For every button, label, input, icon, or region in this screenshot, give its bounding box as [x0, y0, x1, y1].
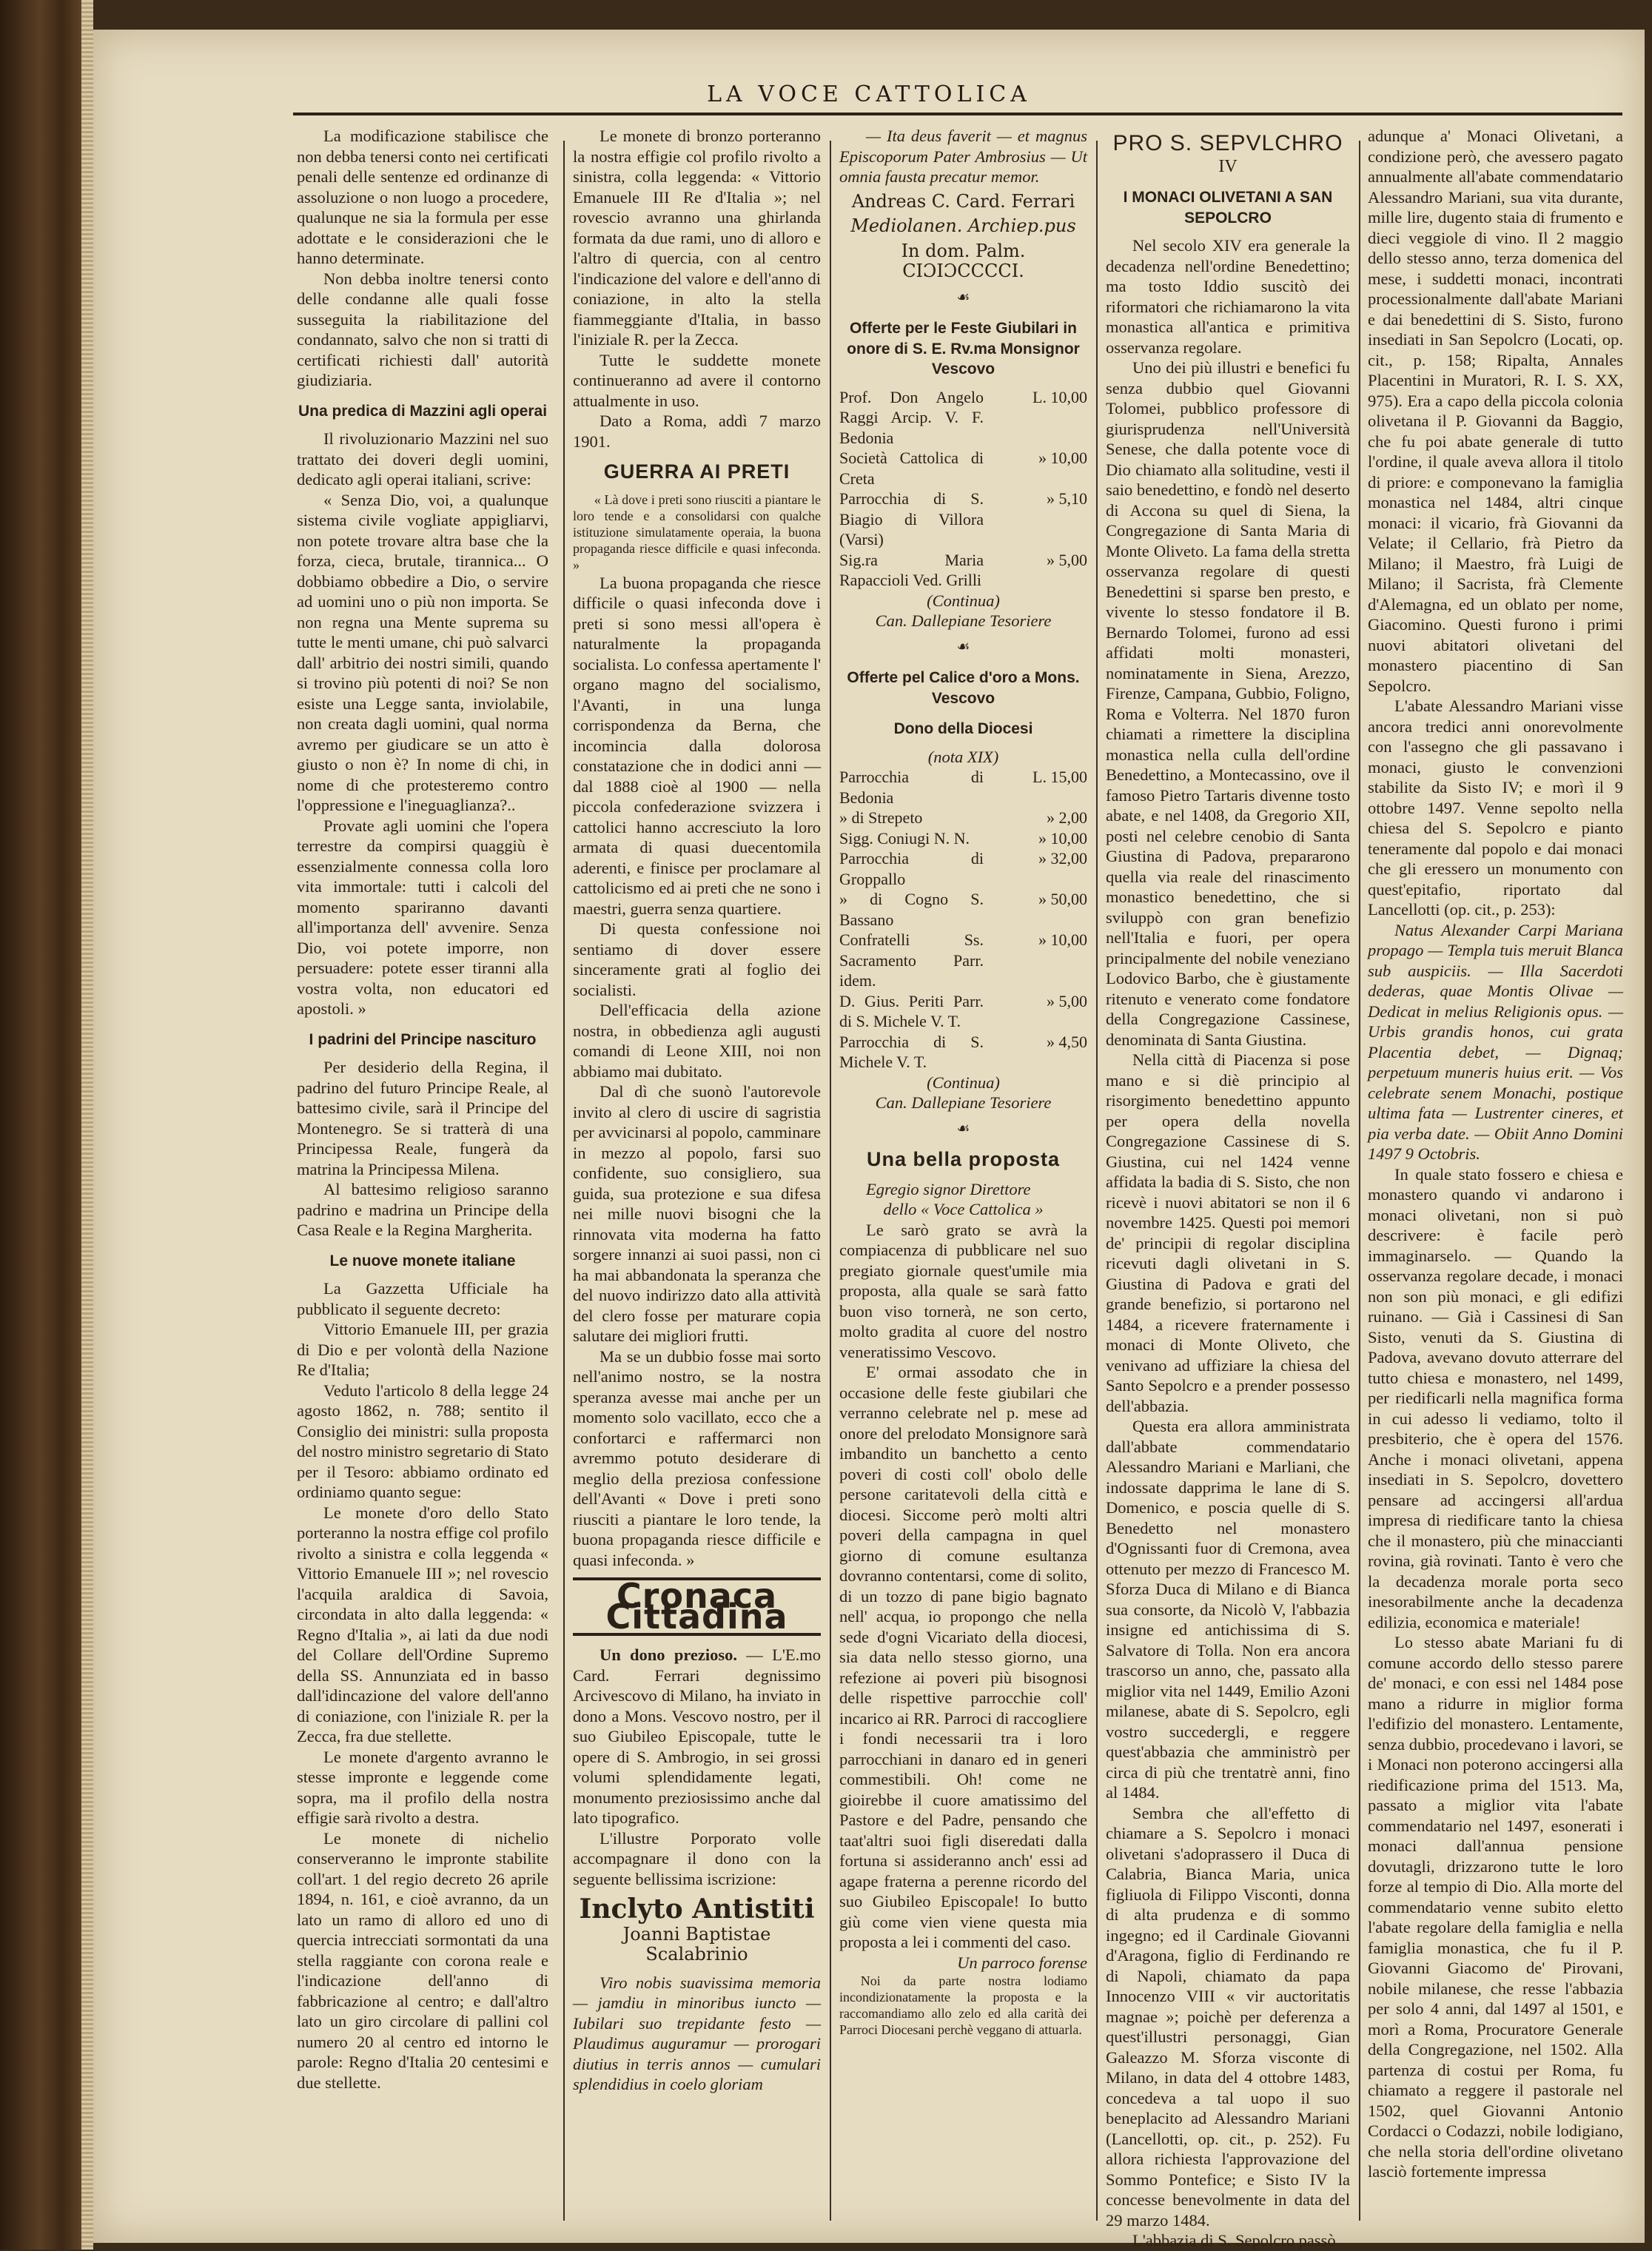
- inscription-text: Viro nobis suavissima memoria — jamdiu in minoribus iuncto — Iubilari suo trepidante festo — Plaudimus auguramur — prorogari diutius in terris annos — cumulari splendidius in coelo gloriam: [573, 1973, 821, 2093]
- paragraph: La modificazione stabilisce che non debba tenersi conto nei certificati penali delle sentenze ed ordinanze di assoluzione o non luogo a procedere, qualunque ne sia la formula per esse adottate e le considerazioni che le hanno determinate.: [297, 127, 548, 267]
- heading-guerra: GUERRA AI PRETI: [603, 460, 790, 483]
- heading-padrini: I padrini del Principe nascituro: [309, 1030, 537, 1048]
- signature: Andreas C. Card. Ferrari: [851, 190, 1075, 212]
- book-spine: [0, 0, 89, 2250]
- masthead: LA VOCE CATTOLICA: [707, 81, 1031, 107]
- paragraph: Per desiderio della Regina, il padrino del futuro Principe Reale, al battesimo civile, sarà il Principe del Montenegro. Se si tratterà di una Principessa Reale, fungerà da matrina la Principessa Milena.: [297, 1058, 548, 1178]
- section-number: IV: [1218, 156, 1238, 176]
- subscription-table: [839, 387, 1087, 591]
- page-edges: [81, 0, 93, 2250]
- table-row: Confratelli Ss. Sacramento Parr. idem. » 10,00: [839, 930, 1087, 990]
- paragraph: Il rivoluzionario Mazzini nel suo trattato dei doveri degli uomini, dedicato agli operai italiani, scrive:: [297, 429, 548, 489]
- paragraph: La buona propaganda che riesce difficile o quasi infeconda dove i preti si sono messi all'opera è naturalmente la propaganda socialista. Lo confessa apertamente l' organo magno del socialismo, l'Avanti, in una lunga corrispondenza da Berna, che incomincia dalla dolorosa constatazione che in dodici anni — dal 1888 cioè al 1900 — nella piccola confederazione svizzera i cattolici hanno accresciuto la loro armata di quasi duecentomila aderenti, e finisce per proclamare al cattolicismo ed ai preti che ne sono i maestri, guerra senza quartiere.: [573, 573, 821, 918]
- table-row: D. Gius. Periti Parr. di S. Michele V. T. » 5,00: [839, 991, 1087, 1030]
- column-4: [1106, 126, 1350, 2250]
- heading-monaci-olivetani: I MONACI OLIVETANI A SAN SEPOLCRO: [1123, 189, 1333, 227]
- paragraph: Dal dì che suonò l'autorevole invito al clero di uscire di sagristia per avvicinarsi al popolo, camminare in mezzo al popolo, farsi suo confidente, suo consigliero, sua guida, sua protezione e sua difesa nei mille nuovi bisogni che la rinnovata vita moderna ha fatto sorgere innanzi ai suoi passi, non ci ha mai abbandonata la speranza che del nuovo indirizzo dato alla attività del clero fosse per maturare copia salutare dei migliori frutti.: [573, 1082, 821, 1345]
- paragraph: Provate agli uomini che l'opera terrestre da compirsi quaggiù è essenzialmente connessa colla loro vita immortale: tutti i calcoli del momento spariranno davanti all'importanza dell' avvenire. Senza Dio, voi potete imporre, non persuadere: potete esser tiranni alla vostra volta, non educatori ed apostoli. »: [297, 816, 548, 1018]
- quote: « Senza Dio, voi, a qualunque sistema civile vogliate appigliarvi, non potete trovare altra base che la forza, cieca, brutale, tirannica... O dobbiamo obbedire a Dio, o servire ad uomini uno o più non importa. Se non regna una Mente suprema su tutte le menti umane, chi può salvarci dall' arbitrio dei nostri simili, quando si trovino più potenti di noi? Se non esiste una Legge santa, inviolabile, non creata dagli uomini, qual norma avremo per giudicare se un atto è giusto o non è? In nome di chi, in nome di che protesteremo contro l'oppressione e l'ineguaglianza?..: [297, 490, 548, 814]
- table-row: » di Strepeto » 2,00: [839, 808, 1087, 827]
- treasurer: Can. Dallepiane Tesoriere: [875, 1093, 1052, 1112]
- paragraph: Ma se un dubbio fosse mai sorto nell'animo nostro, se la nostra speranza avesse mai anche per un momento solo vacillato, ecco che a confortarci e raffermarci non avremmo potuto desiderare di meglio della preziosa confessione dell'Avanti « Dove i preti sono riusciti a piantare le loro tende, la buona propaganda riesce difficile e quasi infeconda. »: [573, 1346, 821, 1569]
- heading-offerte-calice: Offerte pel Calice d'oro a Mons. Vescovo: [847, 669, 1080, 707]
- paragraph: Dell'efficacia della azione nostra, in obbedienza agli augusti comandi di Leone XIII, noi non abbiamo mai dubitato.: [573, 1001, 821, 1081]
- ornament-icon: ☙: [956, 289, 970, 306]
- signature: In dom. Palm. CIƆIƆCCCCI.: [901, 240, 1026, 281]
- ornament-icon: ☙: [956, 638, 970, 655]
- column-rule: [1096, 141, 1098, 2221]
- table-row: Parrocchia di Groppallo » 32,00: [839, 849, 1087, 888]
- top-rule: [293, 113, 1622, 115]
- paragraph: Le monete d'oro dello Stato porteranno la nostra effige col profilo rivolto a sinistra e colla leggenda « Vittorio Emanuele III »; nel rovescio l'acquila araldica di Savoia, circondata in alto dalla leggenda: « Regno d'Italia », ai lati da due nodi del Collare dell'Ordine Supremo della SS. Annunziata ed in basso dall'idincazione del valore dell'anno di coniazione, con l'iniziale R. per la Zecca, fra due stellette.: [297, 1503, 548, 1745]
- table-row: Parrocchia di S. Michele V. T. » 4,50: [839, 1032, 1087, 1071]
- subscription-table: [839, 767, 1087, 1073]
- paragraph: In quale stato fossero e chiesa e monastero quando vi andarono i monaci olivetani, non si può descrivere: è facile però immaginarselo. — Quando la osservanza regolare decade, i monaci non son più monaci, e gli edifizi ruinano. — Già i Cassinesi di San Sisto, venuti da S. Giustina di Padova, avevano dovuto atterrare del tutto chiesa e monastero, nel 1499, per riedificarli nella magnifica forma in cui adesso li vediamo, tolto il presbiterio, che è opera del 1576. Anche i monaci olivetani, appena insediati in S. Sepolcro, dovettero pensare ad accingersi all'ardua impresa di riedificare tanto la chiesa che il monastero, più che minaccianti rovina, già rovinati. Tanto è vero che la decadenza morale porta seco inesorabilmente anche la decadenza edilizia, economica e materiale!: [1368, 1164, 1623, 1631]
- lead-label: Un dono prezioso.: [600, 1646, 738, 1664]
- paragraph: Al battesimo religioso saranno padrino e madrina un Principe della Casa Reale e la Regina Margherita.: [297, 1180, 548, 1239]
- paragraph: La Gazzetta Ufficiale ha pubblicato il seguente decreto:: [297, 1279, 548, 1318]
- table-row: Sig.ra Maria Rapaccioli Ved. Grilli » 5,00: [839, 550, 1087, 589]
- inscription-subtitle: Joanni Baptistae Scalabrinio: [622, 1923, 771, 1965]
- table-row: Parrocchia di S. Biagio di Villora (Varsi) » 5,10: [839, 489, 1087, 549]
- paragraph: L'illustre Porporato volle accompagnare il dono con la seguente bellissima iscrizione:: [573, 1828, 821, 1888]
- paragraph: Di questa confessione noi sentiamo di dover essere sinceramente grati al foglio dei socialisti.: [573, 919, 821, 999]
- column-2: [573, 126, 821, 2228]
- inscription-title: Inclyto Antistiti: [579, 1893, 815, 1925]
- heading-pro-sepulchro: PRO S. SEPVLCHRO: [1112, 131, 1343, 155]
- date-line: Dato a Roma, addì 7 marzo 1901.: [573, 412, 821, 451]
- column-5: [1368, 126, 1623, 2228]
- table-row: Società Cattolica di Creta » 10,00: [839, 449, 1087, 488]
- paragraph: Le monete d'argento avranno le stesse impronte e leggende come sopra, ma il profilo della nostra effigie sarà rivolto a destra.: [297, 1747, 548, 1827]
- column-1: [297, 126, 548, 2228]
- paragraph: Tutte le suddette monete continueranno ad avere il contorno attualmente in uso.: [573, 350, 821, 410]
- inscription-text: — Ita deus faverit — et magnus Episcoporum Pater Ambrosius — Ut omnia fausta precatur memor.: [839, 127, 1087, 186]
- paragraph: Le monete di nichelio conserveranno le impronte stabilite coll'art. 1 del regio decreto 26 aprile 1894, n. 161, e cioè avranno, da un lato un ramo di alloro ed uno di quercia intrecciati sormontati da una stella raggiante con corona reale e l'indicazione dell'anno di fabbricazione al centro; e dall'altro lato un giro circolare di pallini col numero 20 al centro ed intorno le parole: Regno d'Italia 20 centesimi e due stellette.: [297, 1828, 548, 2092]
- table-row: Prof. Don Angelo Raggi Arcip. V. F. Bedonia L. 10,00: [839, 387, 1087, 447]
- quote: « Là dove i preti sono riusciti a piantare le loro tende e a consolidarsi con qualche istituzione simulatamente operaia, la buona propaganda riesce difficile e quasi infeconda. »: [573, 492, 821, 572]
- column-rule: [1359, 141, 1360, 2221]
- greeting: Egregio signor Direttore: [866, 1179, 1031, 1198]
- column-rule: [830, 141, 831, 2221]
- paragraph: Nella città di Piacenza si pose mano e si diè principio al risorgimento benedettino appunto per opera della novella Congregazione Cassinese di S. Giustina, cui nel 1424 venne affidata la badia di S. Sisto, che non ricevè i nuovi abitatori se non il 6 novembre 1425. Questi poi memori de' principii di regolar disciplina ricevuti dagli olivetani in S. Giustina di Padova e grati del grande benefizio, si portarono nel 1484, a ricevere fraternamente i monaci di Monte Oliveto, che venivano ad uffiziare la chiesa del Santo Sepolcro e a prender possesso dell'abbazia.: [1106, 1050, 1350, 1415]
- heading-offerte-feste: Offerte per le Feste Giubilari in onore di S. E. Rv.ma Monsignor Vescovo: [847, 320, 1080, 378]
- paragraph: Lo stesso abate Mariani fu di comune accordo dello stesso parere de' monaci, e con essi nel 1484 pose mano a ridurre in miglior forma l'edifizio del monastero. Lentamente, senza dubbio, procedevano i lavori, se i Monaci non poterono accingersi alla riedificazione prima del 1513. Ma, passato a miglior vita l'abate commendatario nel 1497, esonerati i monaci dall'annua pensione dovutagli, drizzarono tutte le loro forze al tempio di Dio. Alla morte del commendatario venne subito eletto l'abate regolare della famiglia e nella famiglia monastica, che fu il P. Giovanni Giacomo de' Pirovani, nobile milanese, che resse l'abbazia per solo 4 anni, dal 1497 al 1501, e morì a Roma, Procuratore Generale della Congregazione, nel 1502. Alla partenza di costui per Roma, fu chiamato a reggere il pastorale nel 1502, quel Giovanni Antonio Cordacci o Codazzi, nobile lodigiano, che nella storia dell'ordine olivetano lasciò fortemente impressa: [1368, 1633, 1623, 2181]
- paragraph: Un dono prezioso. — L'E.mo Card. Ferrari degnissimo Arcivescovo di Milano, ha inviato in dono a Mons. Vescovo nostro, per il suo Giubileo Episcopale, tutte le opere di S. Ambrogio, in sei grossi volumi splendidamente legati, monumento preziosissimo anche dal lato tipografico.: [573, 1646, 821, 1827]
- signature: Un parroco forense: [957, 1953, 1087, 1972]
- epitaph: Natus Alexander Carpi Mariana propago — Templa tuis meruit Blanca sub auspiciis. — Illa Sacerdoti dederas, quae Montis Olivae — Dedicat in melius Religionis opus. — Urbis grandis honos, cui grata Placentia debet, — Dignaq; perpetuum muneris huius erit. — Vos celebrate senem Monachi, postique ultima fata — Lustrenter cineres, et pia verba date. — Obiit Anno Domini 1497 9 Octobris.: [1368, 920, 1623, 1163]
- continua: (Continua): [927, 1073, 1000, 1092]
- paragraph: Non debba inoltre tenersi conto delle condanne alle quali fosse susseguita la riabilitazione del condannato, salvo che non si tratti di certificati richiesti dall' autorità giudiziaria.: [297, 269, 548, 389]
- continua: (Continua): [927, 591, 1000, 610]
- table-row: » di Cogno S. Bassano » 50,00: [839, 890, 1087, 929]
- paragraph: L'abbazia di S. Sepolcro passò: [1132, 2231, 1336, 2250]
- nota: (nota XIX): [927, 747, 999, 766]
- signature: Mediolanen. Archiep.pus: [850, 215, 1076, 236]
- paragraph: Le sarò grato se avrà la compiacenza di pubblicare nel suo pregiato giornale quest'umile mia proposta, alla quale se sarà fatto buon viso tornerà, ne son certo, molto gradita al cuore del nostro veneratissimo Vescovo.: [839, 1220, 1087, 1361]
- heading-dono-diocesi: Dono della Diocesi: [893, 720, 1033, 737]
- paragraph: Questa era allora amministrata dall'abbate commendatario Alessandro Mariani e Marliani, che indossate dapprima le lane di S. Domenico, e poscia quelle di S. Benedetto nel monastero d'Ognissanti fuor di Cremona, avea ottenuto per mezzo di Francesco M. Sforza Duca di Milano e di Bianca sua consorte, da Nicolò V, l'abbazia insigne ed antichissima di S. Salvatore di Tolla. Non era ancora trascorso un anno, che, passato alla miglior vita nel 1449, Emilio Azoni milanese, abate di S. Sepolcro, egli vostro succedergli, e reggere quest'abbazia che amministrò per circa di più che trentatrè anni, fino al 1484.: [1106, 1417, 1350, 1802]
- paragraph: E' ormai assodato che in occasione delle feste giubilari che verranno celebrate nel p. mese ad onore del prelodato Monsignore sarà imbandito un banchetto a cento poveri di costi coll' obolo delle persone caritatevoli della città e diocesi. Siccome però molti altri poveri della campagna in quel giorno di comune esultanza dovranno contentarsi, come di solito, di un tozzo di pane bigio bagnato nell' acqua, io propongo che nella sede d'ogni Vicariato della diocesi, sia data nello stesso giorno, una refezione ai poveri più bisognosi delle rispettive parrocchie coll' incarico ai RR. Parroci di raccogliere i fondi necessarii tra i loro parrocchiani in danaro ed in generi commestibili. Oh! come ne gioirebbe il cuore amatissimo del Pastore e del Padre, pensando che taat'altri suoi figli diseredati dalla fortuna si assideranno anch' essi ad agape fraterna a perenne ricordo del suo Giubileo Episcopale! Io butto giù come vien viene questa mia proposta a lei i commenti del caso.: [839, 1363, 1087, 1951]
- newspaper-page: [93, 30, 1645, 2250]
- paragraph: Le monete di bronzo porteranno la nostra effigie col profilo rivolto a sinistra, colla leggenda: « Vittorio Emanuele III Re d'Italia »; nel rovescio avranno una ghirlanda formata da due rami, uno di alloro e l'altro di quercia, con al centro l'indicazione del valore e dell'anno di coniazione, in alto la stella fiammeggiante d'Italia, in basso l'iniziale R. per la Zecca.: [573, 127, 821, 349]
- paragraph: Uno dei più illustri e benefici fu senza dubbio quel Giovanni Tolomei, pubblico professore di giurisprudenza nell'Università Senese, che dalla potente voce di Dio chiamato alla solitudine, vesti il saio benedettino, e fondò nel deserto di Accona su quel di Siena, la Congregazione di Santa Maria di Monte Oliveto. La fama della stretta osservanza regolare di questi Benedettini si sparse ben presto, e vivente lo stesso fondatore il B. Bernardo Tolomei, furono ad essi affidati molti monasteri, nominatamente in Siena, Arezzo, Firenze, Campana, Gubbio, Foligno, Roma e Volterra. Nel 1870 furon chiamati a rimettere la disciplina monastica nella culla dell'ordine Benedettino, a Montecassino, ove il famoso Pietro Tartaris divenne tosto abate, e nel 1408, da Gregorio XII, posti nel celebre cenobio di Santa Giustina di Padova, prepararono quella via reale del rinascimento monastico benedettino, che si sviluppò con gran benefizio nell'Italia e fuori, per opera principalmente del nobile veneziano Lodovico Barbo, che è giustamente ritenuto e venerato come fondatore della Congregazione Cassinese, denominata di Santa Giustina.: [1106, 358, 1350, 1049]
- paragraph: adunque a' Monaci Olivetani, a condizione però, che avessero pagato annualmente all'abate commendatario Alessandro Mariani, sua vita durante, mille lire, dugento staia di frumento e dieci veggiole di vino. Il 2 maggio dello stesso anno, terza domenica del mese, i suddetti monaci, incontrati processionalmente dall'abate Mariani e dai benedettini di S. Sisto, furono insediati in San Sepolcro (Locati, op. cit., p. 158; Ripalta, Annales Placentini in Muratori, R. I. S. XX, 975). Era a capo della piccola colonia olivetana il P. Giovanni da Baggio, che fu poi abate generale di tutto l'ordine, il quale aveva allora il titolo di priore: e componevano la famiglia monastica nel 1484, altri cinque monaci: il vicario, frà Giovanni da Velate; il Cellario, frà Pietro da Milano; il Maestro, frà Luigi de Milano; il Sacrista, frà Clemente d'Alemagna, ed un oblato per nome, Giacomino. Questi furono i primi nuovi abitatori olivetani del monastero piacentino di San Sepolcro.: [1368, 127, 1623, 695]
- editor-note: Noi da parte nostra lodiamo incondizionatamente la proposta e la raccomandiamo allo zelo ed alla carità dei Parroci Diocesani perchè veggano di attuarla.: [839, 1973, 1087, 2037]
- greeting: dello « Voce Cattolica »: [883, 1200, 1044, 1218]
- column-3: [839, 126, 1087, 2228]
- paragraph: Sembra che all'effetto di chiamare a S. Sepolcro i monaci olivetani s'adoprassero il Duca di Calabria, Bianca Maria, unica figliuola di Filippo Visconti, donna di alta prudenza e di sommo ingegno; ed il Cardinale Giovanni d'Aragona, figlio di Ferdinando re di Napoli, chiamato da papa Innocenzo VIII « vir auctoritatis magnae »; poichè per deferenza a quest'illustri personaggi, Gian Galeazzo M. Sforza visconte di Milano, in data del 4 ottobre 1483, concedeva a tal uopo il suo beneplacito ad Alessandro Mariani (Lancellotti, op. cit., p. 252). Fu allora richiesta l'approvazione del Sommo Pontefice; e Sisto IV la concesse benevolmente in data del 29 marzo 1484.: [1106, 1803, 1350, 2230]
- heading-mazzini: Una predica di Mazzini agli operai: [298, 402, 548, 420]
- paragraph: Nel secolo XIV era generale la decadenza nell'ordine Benedettino; ma tosto Iddio suscitò dei riformatori che richiamarono la vita monastica all'antica e primitiva osservanza regolare.: [1106, 236, 1350, 357]
- table-row: Parrocchia di Bedonia L. 15,00: [839, 768, 1087, 807]
- column-rule: [563, 141, 565, 2221]
- paragraph: L'abate Alessandro Mariani visse ancora tredici anni onorevolmente con l'assegno che gli passavano i monaci, giusto le convenzioni stabilite da Sisto IV; e morì il 9 ottobre 1497. Venne sepolto nella chiesa del S. Sepolcro e pianto teneramente dal popolo e dai monaci che gli eressero un monumento con quest'epitafio, riportato dal Lancellotti (op. cit., p. 253):: [1368, 697, 1623, 919]
- paragraph: Vittorio Emanuele III, per grazia di Dio e per volontà della Nazione Re d'Italia;: [297, 1320, 548, 1379]
- heading-proposta: Una bella proposta: [866, 1148, 1061, 1170]
- ornament-icon: ☙: [956, 1120, 970, 1137]
- table-row: Sigg. Coniugi N. N. » 10,00: [839, 828, 1087, 848]
- paragraph: Veduto l'articolo 8 della legge 24 agosto 1862, n. 788; sentito il Consiglio dei ministri: sulla proposta del nostro ministro segretario di Stato per il Tesoro: abbiamo ordinato ed ordiniamo quanto segue:: [297, 1381, 548, 1501]
- treasurer: Can. Dallepiane Tesoriere: [875, 611, 1052, 630]
- heading-cronaca-cittadina: Cronaca Cittadina: [573, 1577, 821, 1636]
- heading-monete: Le nuove monete italiane: [329, 1252, 516, 1269]
